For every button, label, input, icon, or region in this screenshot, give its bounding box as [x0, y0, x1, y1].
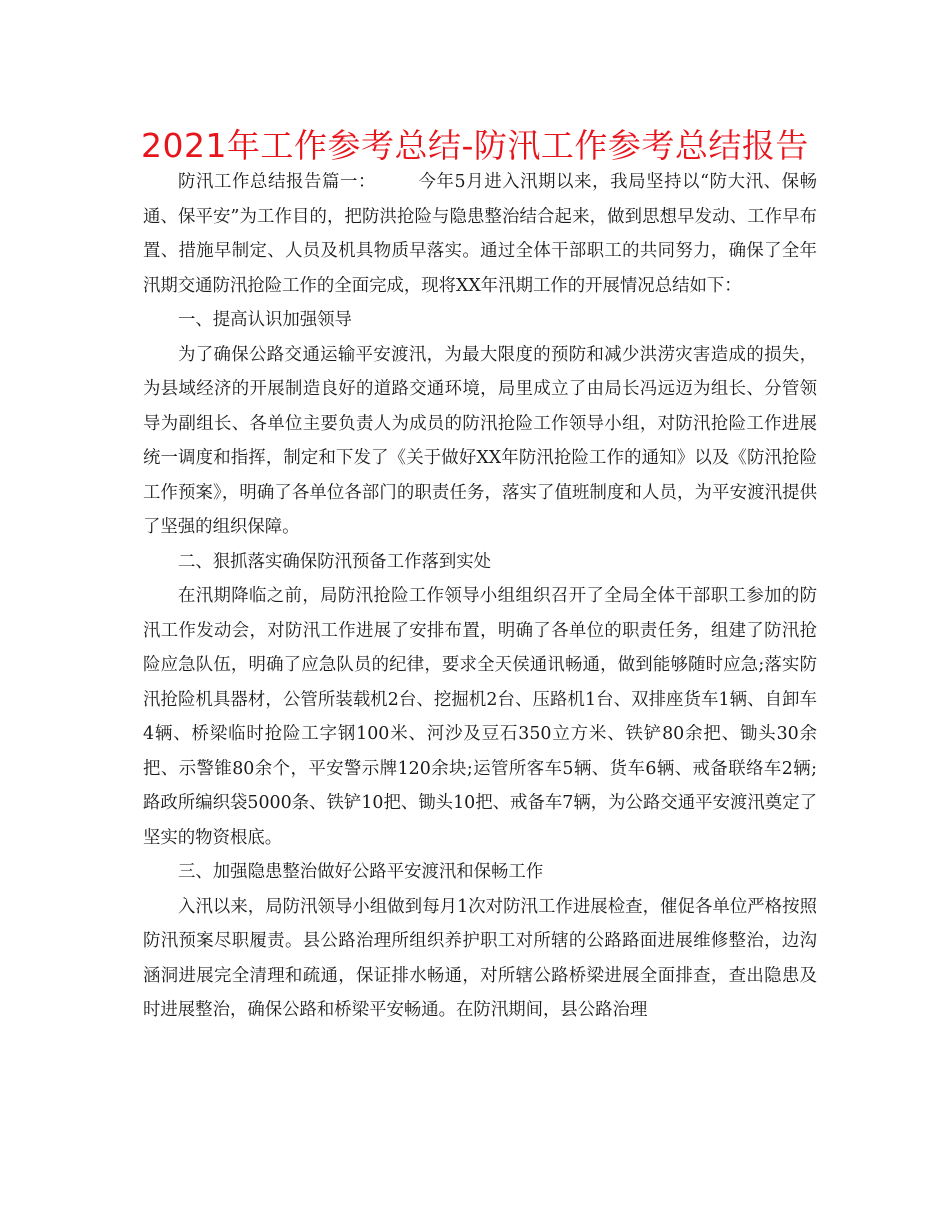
- section-heading-3: 三、加强隐患整治做好公路平安渡汛和保畅工作: [178, 862, 544, 882]
- intro-text: 今年5月进入汛期以来，我局坚持以“防大汛、保畅通、保平安”为工作目的，把防洪抢险与隐患整治结合起来，做到思想早发动、工作早布置、措施早制定、人员及机具物质早落实。通过全体干部职工的共同努力，确保了全年汛期交通防汛抢险工作的全面完成，现将XX年汛期工作的开展情况总结如下：: [143, 172, 817, 296]
- section-paragraph-2: 在汛期降临之前，局防汛抢险工作领导小组组织召开了全局全体干部职工参加的防汛工作发动会，对防汛工作进展了安排布置，明确了各单位的职责任务，组建了防汛抢险应急队伍，明确了应急队员的纪律，要求全天侯通讯畅通，做到能够随时应急;落实防汛抢险机具器材，公管所装载机2台、挖掘机2台、压路机1台、双排座货车1辆、自卸车4辆、桥梁临时抢险工字钢100米、河沙及豆石350立方米、铁铲80余把、锄头30余把、示警锥80余个，平安警示牌120余块;运管所客车5辆、货车6辆、戒备联络车2辆;路政所编织袋5000条、铁铲10把、锄头10把、戒备车7辆，为公路交通平安渡汛奠定了坚实的物资根底。: [143, 586, 817, 848]
- document-title: 2021年工作参考总结-防汛工作参考总结报告: [141, 126, 809, 165]
- document-body: [143, 165, 817, 1028]
- section-paragraph-1: 为了确保公路交通运输平安渡汛，为最大限度的预防和减少洪涝灾害造成的损失，为县域经济的开展制造良好的道路交通环境，局里成立了由局长冯远迈为组长、分管领导为副组长、各单位主要负责人为成员的防汛抢险工作领导小组，对防汛抢险工作进展统一调度和指挥，制定和下发了《关于做好XX年防汛抢险工作的通知》以及《防汛抢险工作预案》，明确了各单位各部门的职责任务，落实了值班制度和人员，为平安渡汛提供了坚强的组织保障。: [143, 344, 817, 537]
- intro-label: 防汛工作总结报告篇一：: [178, 172, 376, 192]
- section-paragraph-3: 入汛以来，局防汛领导小组做到每月1次对防汛工作进展检查，催促各单位严格按照防汛预案尽职履责。县公路治理所组织养护职工对所辖的公路路面进展维修整治，边沟涵洞进展完全清理和疏通，保证排水畅通，对所辖公路桥梁进展全面排查，查出隐患及时进展整治，确保公路和桥梁平安畅通。在防汛期间，县公路治理: [143, 896, 817, 1020]
- section-heading-1: 一、提高认识加强领导: [178, 310, 352, 330]
- section-heading-2: 二、狠抓落实确保防汛预备工作落到实处: [178, 551, 492, 572]
- intro-paragraph: [143, 165, 817, 303]
